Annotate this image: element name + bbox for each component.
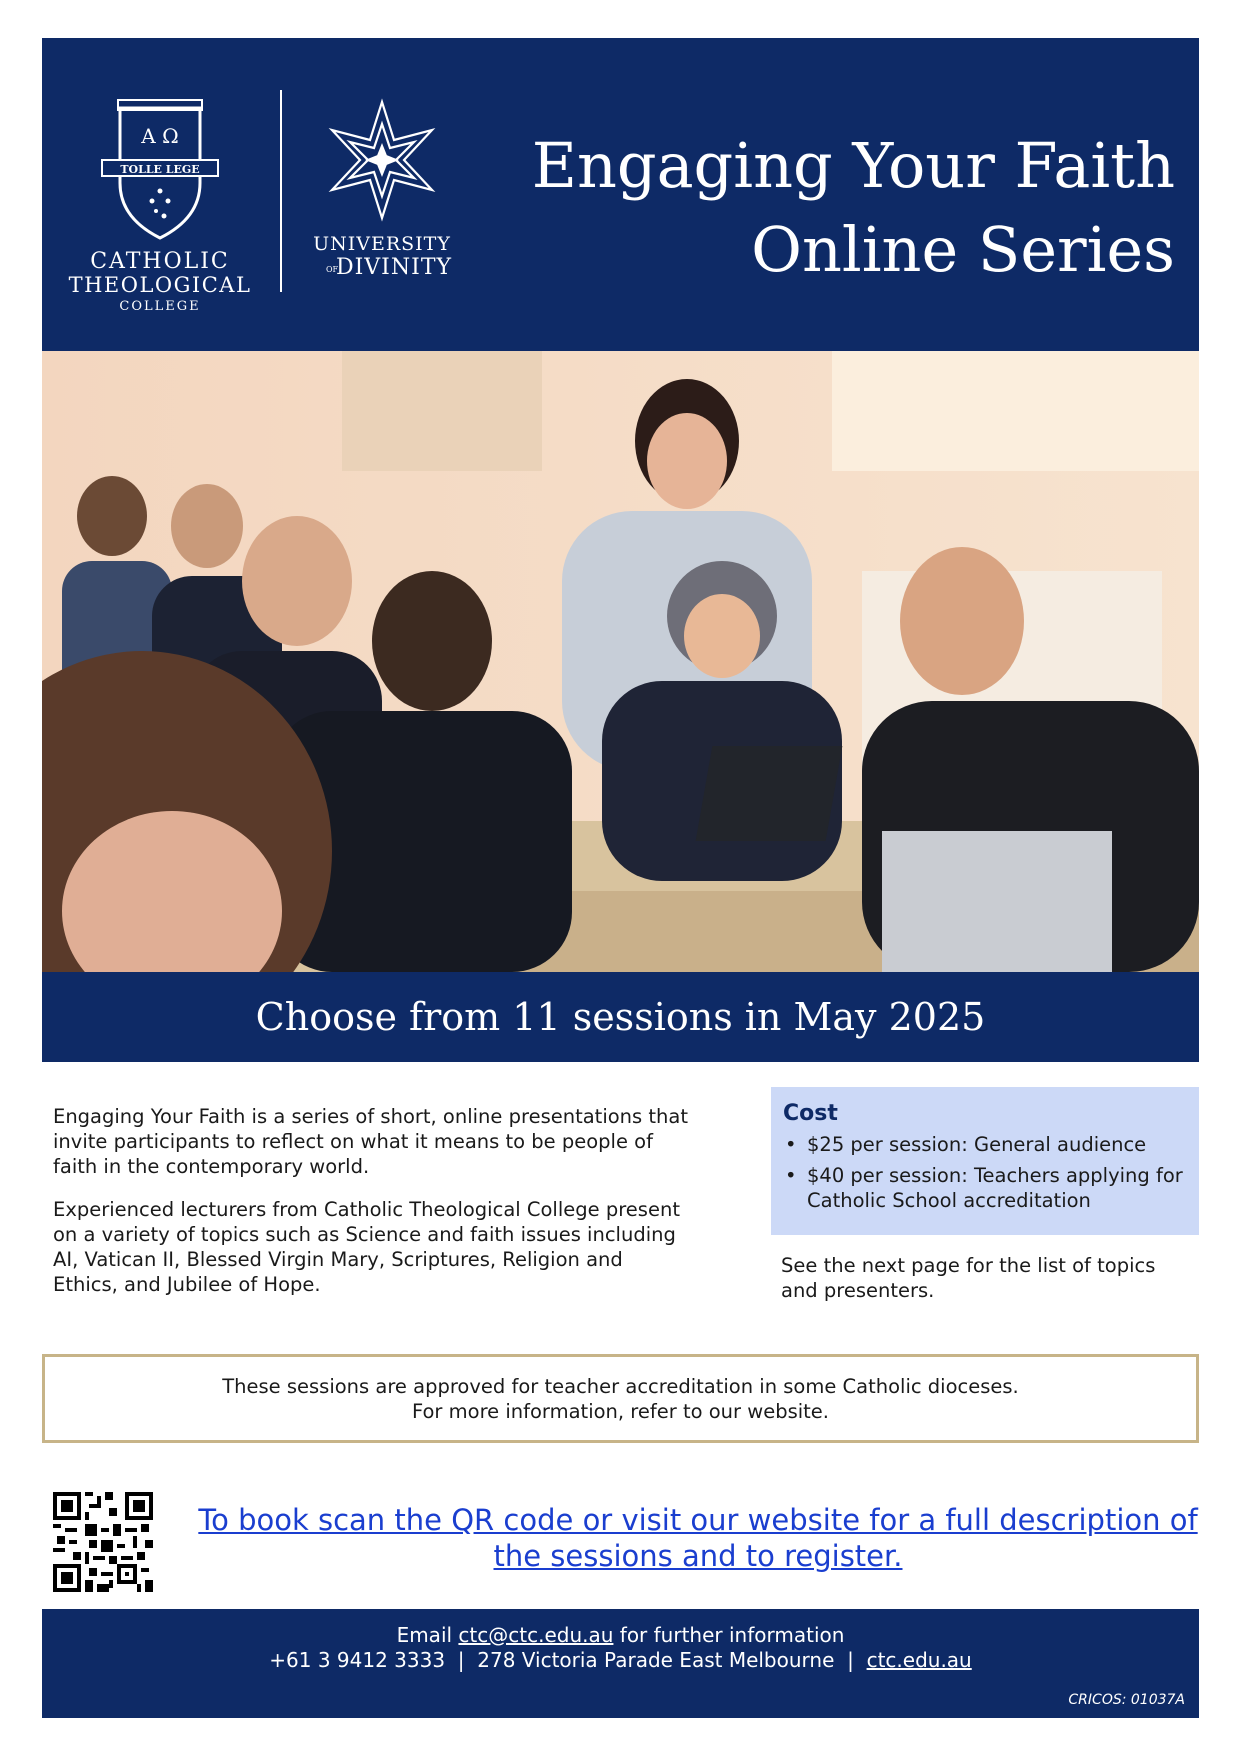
website-link[interactable]: ctc.edu.au [866,1648,972,1672]
footer-email-line [42,1623,1199,1648]
page-title [532,124,1175,292]
address: 278 Victoria Parade East Melbourne [477,1648,835,1672]
cost-item: • $40 per session: Teachers applying for Catholic School accreditation [783,1163,1185,1213]
logo-divider [280,90,282,292]
motto-text: TOLLE LEGE [120,163,200,176]
svg-text:UNIVERSITY: UNIVERSITY [313,233,451,255]
booking-link[interactable]: To book scan the QR code or visit our website for a full description of the sessions and to register. [198,1503,1198,1573]
title-line-2: Online Series [751,213,1175,286]
svg-text:COLLEGE: COLLEGE [119,299,201,314]
qr-code[interactable] [53,1492,153,1592]
phone-number: +61 3 9412 3333 [269,1648,446,1672]
accreditation-notice [42,1354,1199,1443]
cost-item: • $25 per session: General audience [783,1132,1185,1157]
separator: | [457,1648,465,1672]
svg-text:CATHOLIC: CATHOLIC [90,249,230,274]
university-of-divinity-logo [302,92,462,292]
alpha-omega-text: A Ω [141,124,179,148]
header-banner [42,38,1199,351]
cost-box [771,1087,1199,1235]
cricos-code: CRICOS: 01037A [1068,1692,1185,1708]
intro-paragraph-1: Engaging Your Faith is a series of short, online presentations that invite participants to reflect on what it means to be people of faith in the contemporary world. [53,1105,688,1178]
email-prefix: Email [396,1623,459,1647]
intro-paragraph-2: Experienced lecturers from Catholic Theological College present on a variety of topics such as Science and faith issues including AI, Vatican II, Blessed Virgin Mary, Scriptures, Religion and Ethics, and Jubilee of Hope. [53,1198,680,1296]
intro-section [53,1104,693,1315]
notice-line-1: These sessions are approved for teacher accreditation in some Catholic dioceses. [222,1374,1019,1398]
cost-title: Cost [783,1101,838,1126]
svg-text:DIVINITY: DIVINITY [335,255,453,280]
footer-contact [42,1623,1199,1673]
email-suffix: for further information [613,1623,845,1647]
classroom-photo [42,351,1199,972]
svg-text:OF: OF [325,265,339,274]
footer [42,1609,1199,1718]
notice-line-2: For more information, refer to our website. [411,1399,829,1423]
footer-address-line [42,1648,1199,1673]
title-line-1: Engaging Your Faith [531,129,1175,202]
sessions-banner [42,972,1199,1062]
svg-text:THEOLOGICAL: THEOLOGICAL [68,273,252,297]
sessions-banner-text: Choose from 11 sessions in May 2025 [255,995,986,1039]
email-link[interactable]: ctc@ctc.edu.au [458,1623,614,1647]
ctc-logo [60,88,260,328]
cost-list [783,1132,1185,1213]
see-next-page-note: See the next page for the list of topics and presenters. [781,1254,1156,1302]
separator: | [847,1648,854,1672]
